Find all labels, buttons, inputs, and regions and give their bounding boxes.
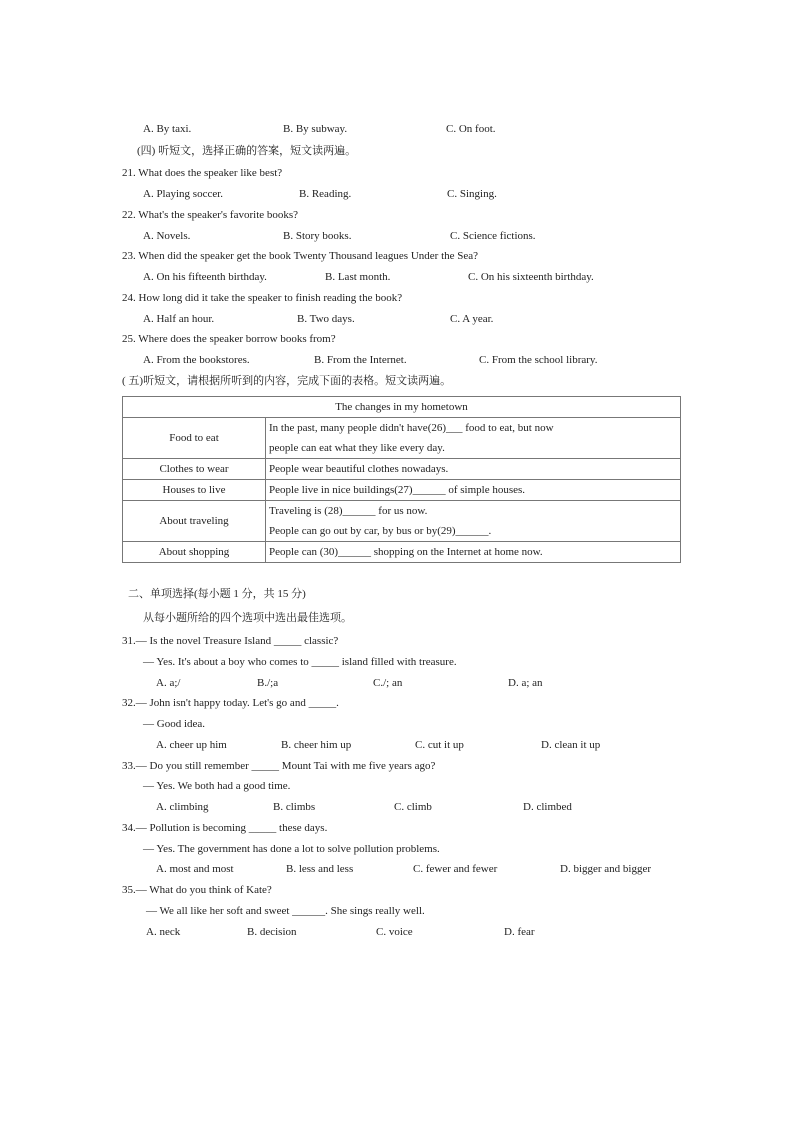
option-b: B. Story books. — [283, 230, 352, 242]
section-heading: (四) 听短文，选择正确的答案，短文读两遍。 — [137, 145, 357, 157]
table-cell — [266, 459, 681, 480]
option-b: B. decision — [247, 926, 297, 938]
part-heading: 二、单项选择(每小题 1 分，共 15 分) — [128, 588, 306, 600]
part-instruction: 从每小题所给的四个选项中选出最佳选项。 — [143, 612, 352, 624]
table-category: Food to eat — [123, 418, 266, 459]
question-stem: 22. What's the speaker's favorite books? — [122, 209, 299, 221]
table-cell — [266, 418, 681, 459]
question-reply: — Yes. We both had a good time. — [143, 780, 291, 792]
table-cell — [266, 542, 681, 563]
option-a: A. cheer up him — [156, 739, 227, 751]
option-c: C. On his sixteenth birthday. — [468, 271, 594, 283]
option-c: C. A year. — [450, 313, 494, 325]
option-a: A. Half an hour. — [143, 313, 215, 325]
option-b: B. cheer him up — [281, 739, 352, 751]
question-stem: 23. When did the speaker get the book Twenty Thousand leagues Under the Sea? — [122, 250, 479, 262]
question-reply: — Good idea. — [143, 718, 206, 730]
option-c: C. From the school library. — [479, 354, 598, 366]
section-heading: ( 五)听短文，请根据所听到的内容，完成下面的表格。短文读两遍。 — [122, 375, 452, 387]
option-c: C. climb — [394, 801, 432, 813]
option-a: A. Novels. — [143, 230, 191, 242]
option-a: A. By taxi. — [143, 123, 192, 135]
option-a: A. climbing — [156, 801, 209, 813]
table-cell — [266, 480, 681, 501]
table-cell — [266, 501, 681, 542]
option-c: C. voice — [376, 926, 413, 938]
cell-line: People can go out by car, by bus or by(29)______. — [269, 525, 492, 537]
option-c: C./; an — [373, 677, 403, 689]
table-category: About traveling — [123, 501, 266, 542]
question-stem: 25. Where does the speaker borrow books from? — [122, 333, 336, 345]
table-category: About shopping — [123, 542, 266, 563]
option-d: D. fear — [504, 926, 535, 938]
cell-line: People wear beautiful clothes nowadays. — [269, 463, 449, 475]
table-category: Clothes to wear — [123, 459, 266, 480]
option-b: B. Two days. — [297, 313, 355, 325]
cell-line: people can eat what they like every day. — [269, 442, 445, 454]
option-c: C. Singing. — [447, 188, 497, 200]
option-a: A. Playing soccer. — [143, 188, 224, 200]
option-b: B. From the Internet. — [314, 354, 407, 366]
option-a: A. On his fifteenth birthday. — [143, 271, 267, 283]
option-d: D. climbed — [523, 801, 572, 813]
table-title: The changes in my hometown — [123, 397, 681, 418]
option-d: D. a; an — [508, 677, 543, 689]
option-b: B. By subway. — [283, 123, 348, 135]
option-a: A. neck — [146, 926, 181, 938]
cell-line: People can (30)______ shopping on the Internet at home now. — [269, 546, 543, 558]
option-b: B. less and less — [286, 863, 354, 875]
option-c: C. cut it up — [415, 739, 464, 751]
question-reply: — Yes. The government has done a lot to solve pollution problems. — [143, 843, 440, 855]
question-reply: — Yes. It's about a boy who comes to _____ island filled with treasure. — [143, 656, 457, 668]
option-c: C. On foot. — [446, 123, 496, 135]
question-stem: 33.— Do you still remember _____ Mount Tai with me five years ago? — [122, 760, 436, 772]
option-b: B. climbs — [273, 801, 316, 813]
option-c: C. Science fictions. — [450, 230, 536, 242]
cell-line: Traveling is (28)______ for us now. — [269, 505, 428, 517]
cell-line: In the past, many people didn't have(26)___ food to eat, but now — [269, 422, 554, 434]
option-d: D. bigger and bigger — [560, 863, 652, 875]
changes-table — [122, 396, 681, 563]
option-a: A. most and most — [156, 863, 234, 875]
question-stem: 32.— John isn't happy today. Let's go and _____. — [122, 697, 339, 709]
question-stem: 34.— Pollution is becoming _____ these days. — [122, 822, 328, 834]
option-b: B./;a — [257, 677, 279, 689]
question-stem: 24. How long did it take the speaker to finish reading the book? — [122, 292, 403, 304]
option-b: B. Last month. — [325, 271, 391, 283]
option-a: A. From the bookstores. — [143, 354, 250, 366]
table-category: Houses to live — [123, 480, 266, 501]
question-stem: 21. What does the speaker like best? — [122, 167, 283, 179]
option-c: C. fewer and fewer — [413, 863, 498, 875]
cell-line: People live in nice buildings(27)______ of simple houses. — [269, 484, 526, 496]
option-a: A. a;/ — [156, 677, 181, 689]
question-stem: 35.— What do you think of Kate? — [122, 884, 272, 896]
option-b: B. Reading. — [299, 188, 352, 200]
question-stem: 31.— Is the novel Treasure Island _____ classic? — [122, 635, 339, 647]
question-reply: — We all like her soft and sweet ______. She sings really well. — [146, 905, 425, 917]
option-d: D. clean it up — [541, 739, 601, 751]
